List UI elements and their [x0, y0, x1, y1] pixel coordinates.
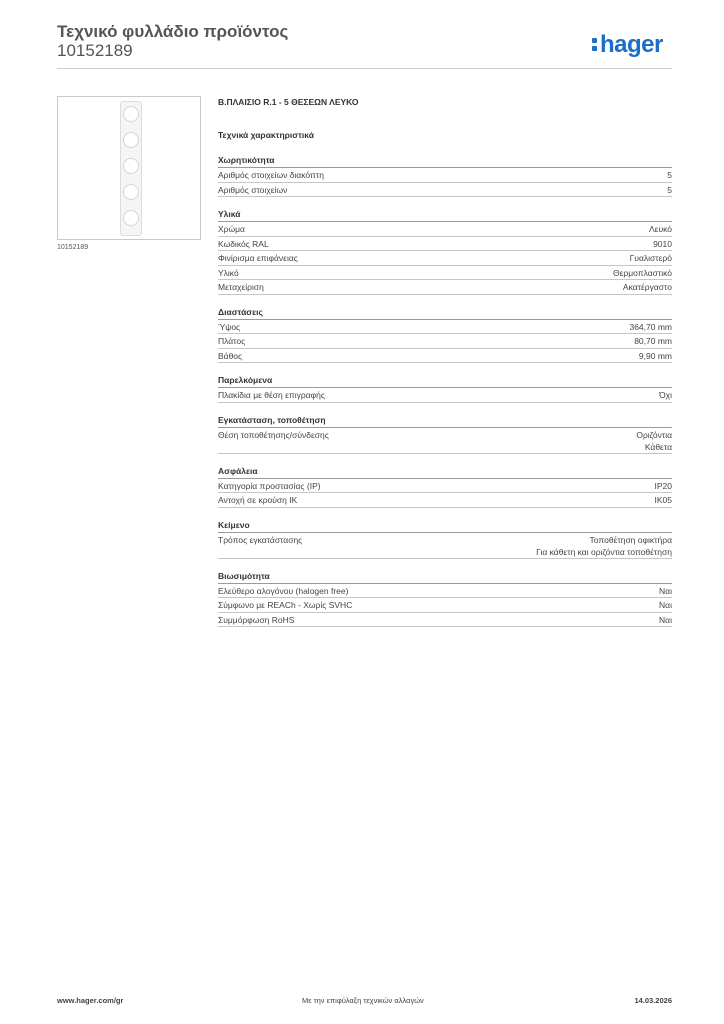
- spec-label: Πλάτος: [218, 336, 246, 346]
- spec-section: [218, 519, 672, 559]
- spec-label: Ύψος: [218, 321, 241, 332]
- frame-opening-icon: [123, 132, 139, 148]
- spec-label: Φινίρισμα επιφάνειας: [218, 253, 298, 263]
- spec-row: [218, 320, 672, 335]
- product-title: Β.ΠΛΑΙΣΙΟ R.1 - 5 ΘΕΣΕΩΝ ΛΕΥΚΟ: [218, 97, 359, 107]
- spec-label: Ελεύθερο αλογόνου (halogen free): [218, 585, 349, 596]
- spec-sections: [218, 154, 672, 638]
- spec-value: Ακατέργαστο: [622, 282, 672, 292]
- footer-disclaimer: Με την επιφύλαξη τεχνικών αλλαγών: [302, 996, 424, 1005]
- spec-value: Όχι: [659, 390, 672, 400]
- spec-row: [218, 479, 672, 494]
- technical-characteristics-heading: Τεχνικά χαρακτηριστικά: [218, 130, 314, 140]
- spec-label: Μεταχείριση: [218, 282, 264, 292]
- product-code: 10152189: [57, 41, 133, 60]
- image-caption: 10152189: [57, 244, 89, 251]
- spec-value: Οριζόντια Κάθετα: [636, 429, 672, 452]
- section-heading: Κείμενο: [218, 519, 672, 533]
- spec-row: [218, 493, 672, 508]
- spec-section: [218, 208, 672, 295]
- spec-label: Κατηγορία προστασίας (IP): [218, 480, 321, 491]
- frame-plate-image: [120, 101, 142, 236]
- spec-row: [218, 584, 672, 599]
- spec-row: [218, 533, 672, 559]
- spec-value: IK05: [654, 495, 672, 505]
- spec-label: Υλικό: [218, 267, 239, 278]
- spec-label: Χρώμα: [218, 224, 245, 234]
- spec-row: [218, 388, 672, 403]
- section-heading: Χωρητικότητα: [218, 154, 672, 168]
- spec-value: 9,90 mm: [638, 350, 672, 361]
- spec-section: [218, 306, 672, 364]
- spec-section: [218, 570, 672, 628]
- spec-row: [218, 280, 672, 295]
- header-divider: [57, 68, 672, 69]
- spec-value: Θερμοπλαστικό: [612, 267, 672, 278]
- spec-label: Αντοχή σε κρούση IK: [218, 495, 298, 505]
- frame-opening-icon: [123, 158, 139, 174]
- footer-date: 14.03.2026: [634, 996, 672, 1005]
- spec-label: Βάθος: [218, 350, 243, 361]
- section-heading: Παρελκόμενα: [218, 374, 672, 388]
- document-header: [57, 22, 288, 60]
- spec-value: Ναι: [659, 600, 672, 610]
- spec-row: [218, 251, 672, 266]
- spec-value: Τοποθέτηση οφικτήρα Για κάθετη και οριζόντια τοποθέτηση: [536, 534, 672, 557]
- section-heading: Εγκατάσταση, τοποθέτηση: [218, 414, 672, 428]
- document-title: Τεχνικό φυλλάδιο προϊόντος: [57, 22, 289, 41]
- footer-website-link[interactable]: www.hager.com/gr: [57, 996, 124, 1005]
- section-heading: Ασφάλεια: [218, 465, 672, 479]
- spec-row: [218, 349, 672, 364]
- product-image-frame: [57, 96, 201, 240]
- spec-value: Ναι: [659, 585, 672, 596]
- logo-dots-icon: [592, 36, 598, 52]
- spec-section: [218, 374, 672, 403]
- spec-value: Γυαλιστερό: [629, 253, 672, 263]
- spec-row: [218, 334, 672, 349]
- frame-opening-icon: [123, 106, 139, 122]
- section-heading: Βιωσιμότητα: [218, 570, 672, 584]
- spec-value: 5: [667, 170, 672, 180]
- spec-value: 5: [667, 184, 672, 195]
- spec-label: Αριθμός στοιχείων διακόπτη: [218, 170, 324, 180]
- spec-label: Κωδικός RAL: [218, 238, 269, 249]
- spec-row: [218, 183, 672, 198]
- hager-logo: [592, 31, 663, 59]
- spec-label: Σύμφωνο με REACh - Χωρίς SVHC: [218, 600, 353, 610]
- spec-row: [218, 428, 672, 454]
- spec-label: Τρόπος εγκατάστασης: [218, 534, 303, 545]
- spec-label: Συμμόρφωση RoHS: [218, 614, 295, 625]
- spec-value: Ναι: [659, 614, 672, 625]
- spec-label: Θέση τοποθέτησης/σύνδεσης: [218, 429, 329, 440]
- spec-section: [218, 414, 672, 454]
- spec-value: 9010: [653, 238, 672, 249]
- spec-label: Πλακίδια με θέση επιγραφής: [218, 390, 325, 400]
- logo-text: hager: [600, 31, 663, 58]
- frame-opening-icon: [123, 184, 139, 200]
- spec-value: Λευκό: [649, 224, 672, 234]
- section-heading: Διαστάσεις: [218, 306, 672, 320]
- section-heading: Υλικά: [218, 208, 672, 222]
- frame-opening-icon: [123, 210, 139, 226]
- spec-row: [218, 168, 672, 183]
- spec-row: [218, 266, 672, 281]
- spec-value: IP20: [654, 480, 672, 491]
- spec-row: [218, 613, 672, 628]
- spec-section: [218, 154, 672, 197]
- spec-value: 364,70 mm: [629, 321, 672, 332]
- spec-section: [218, 465, 672, 508]
- spec-label: Αριθμός στοιχείων: [218, 184, 288, 195]
- spec-value: 80,70 mm: [634, 336, 672, 346]
- spec-row: [218, 222, 672, 237]
- spec-row: [218, 237, 672, 252]
- spec-row: [218, 598, 672, 613]
